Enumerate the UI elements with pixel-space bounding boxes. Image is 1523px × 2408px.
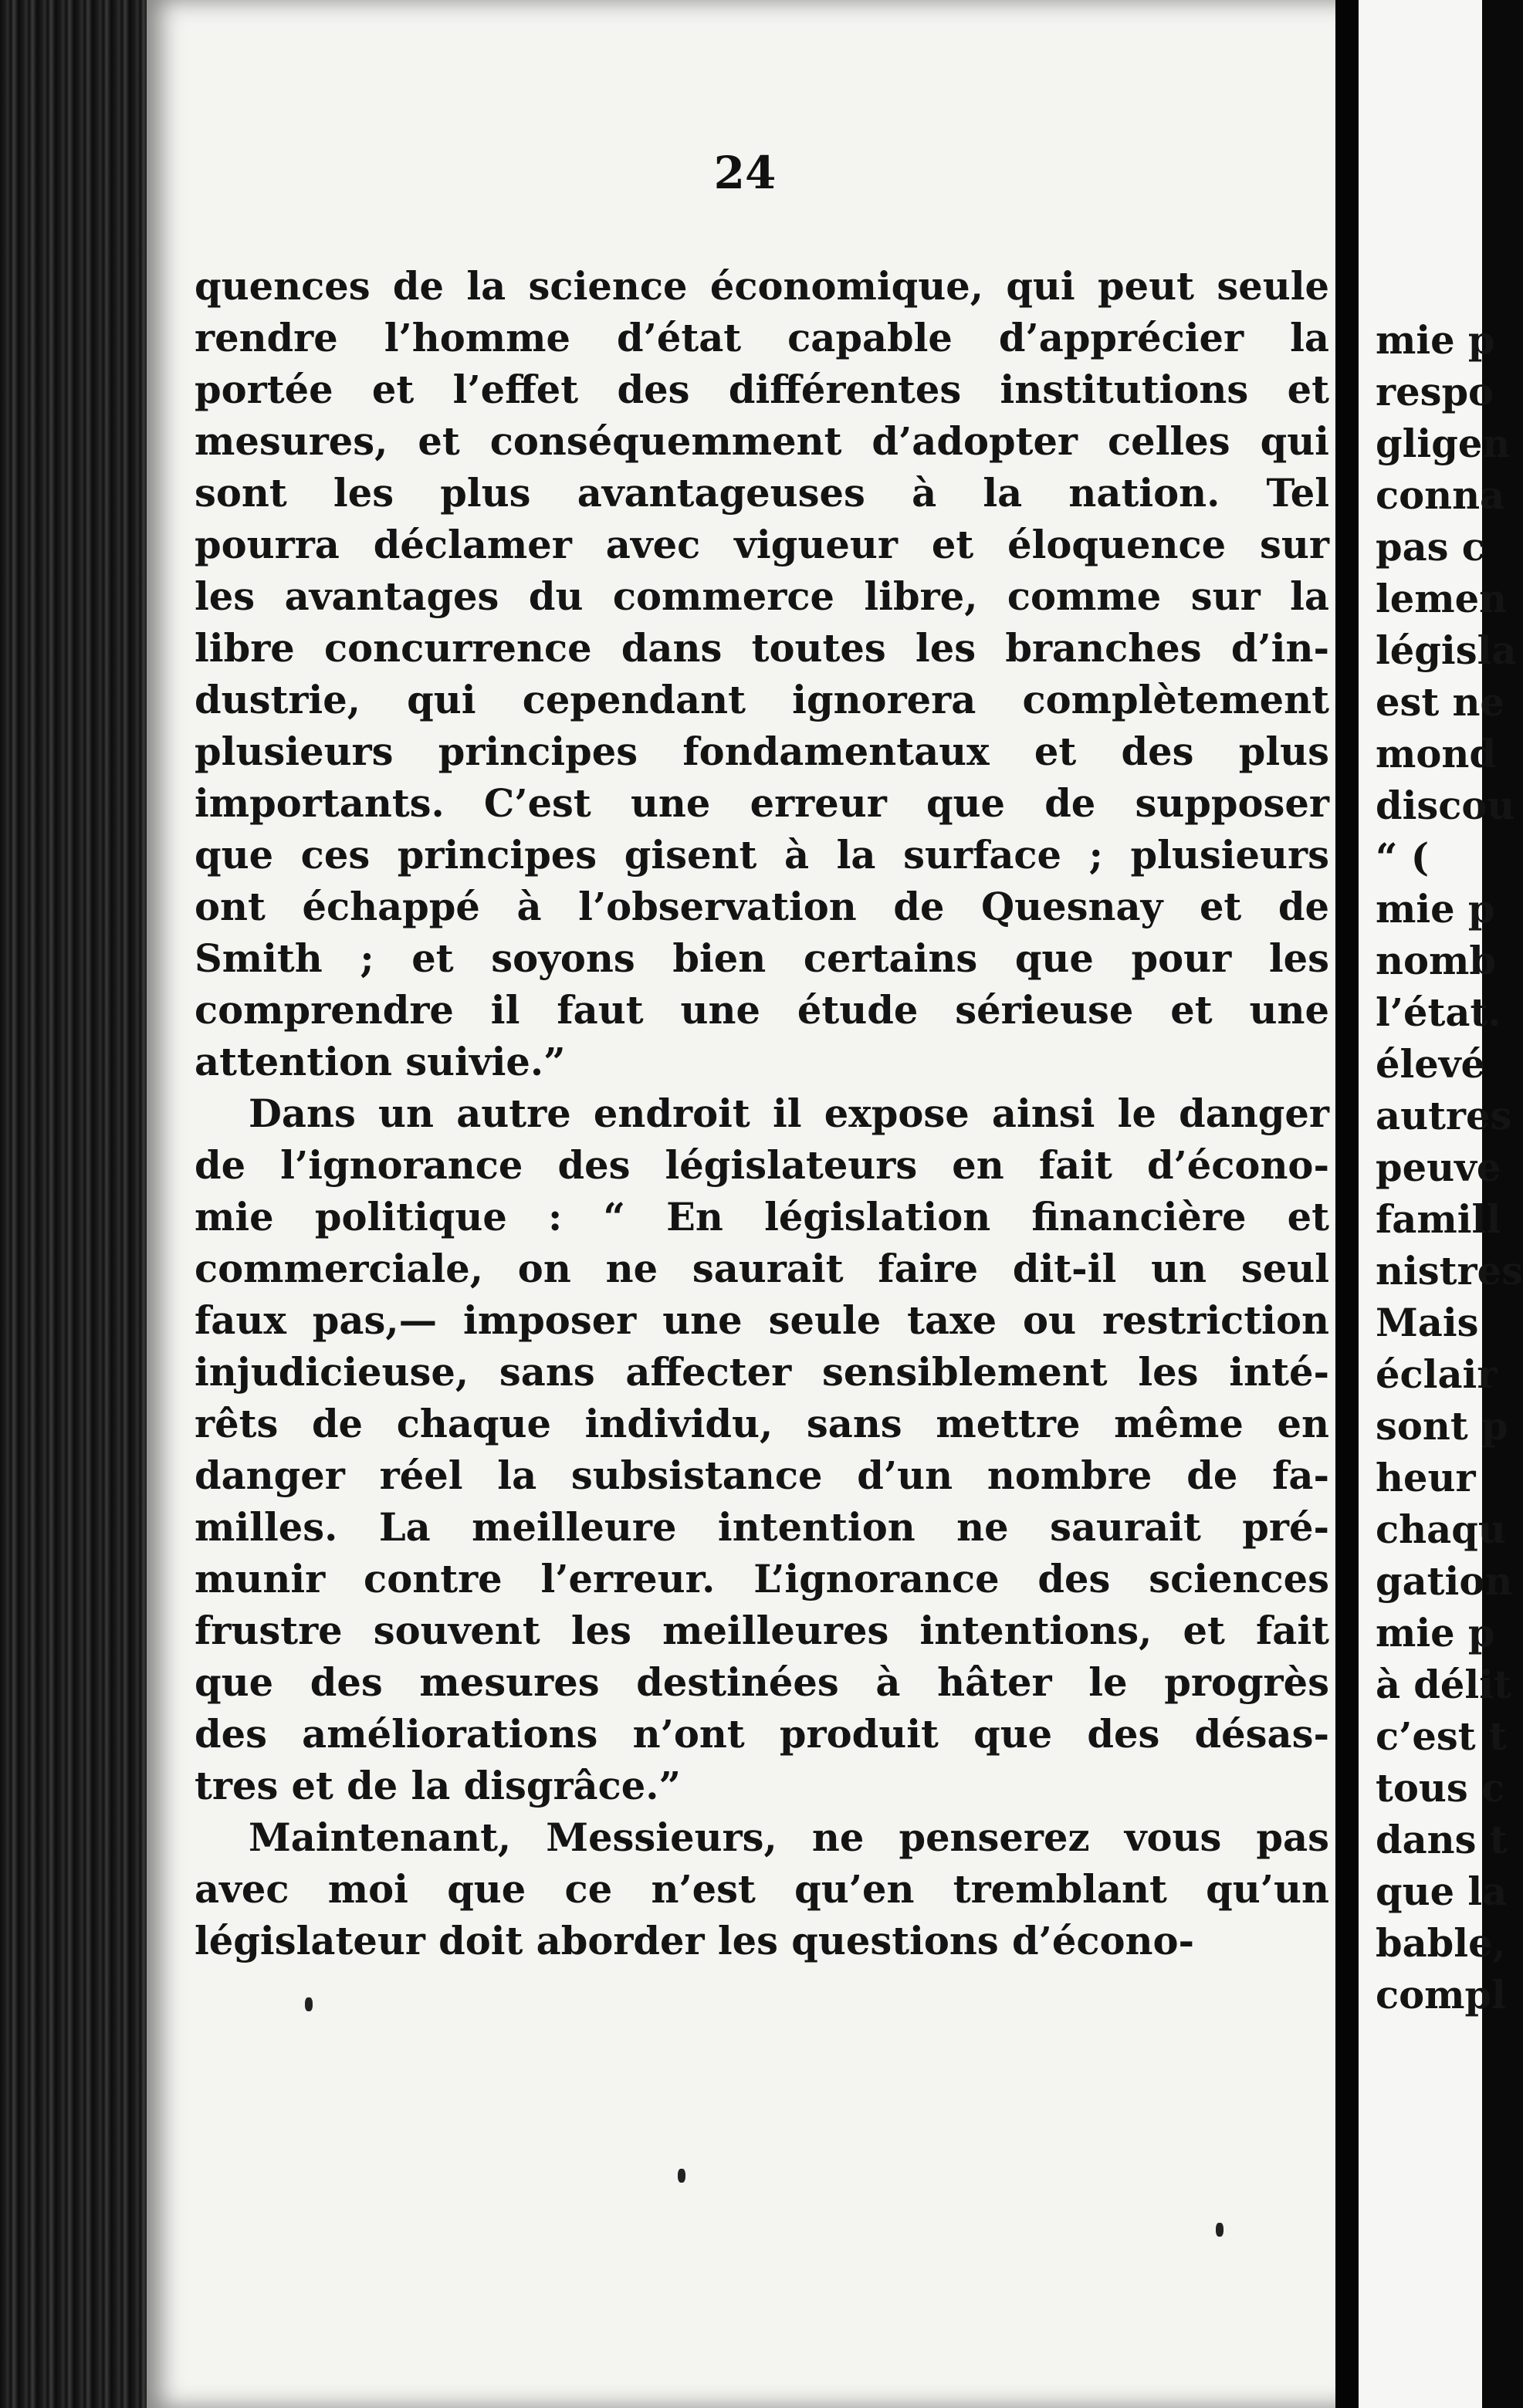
text-line: comprendre il faut une étude sérieuse et une — [195, 988, 1329, 1033]
text-line: Smith ; et soyons bien certains que pour les — [195, 936, 1329, 981]
fragment-line: discou — [1376, 783, 1515, 828]
fragment-line: mie p — [1376, 887, 1495, 932]
text-line: milles. La meilleure intention ne saurait pré- — [195, 1505, 1329, 1550]
text-line: injudicieuse, sans affecter sensiblement les inté- — [195, 1350, 1329, 1395]
fragment-line: respo — [1376, 370, 1494, 414]
fragment-line: heur — [1376, 1456, 1476, 1500]
fragment-line: élevé — [1376, 1042, 1486, 1087]
text-line: Dans un autre endroit il expose ainsi le danger — [249, 1091, 1329, 1136]
text-line: tres et de la disgrâce.” — [195, 1764, 681, 1808]
fragment-line: compl — [1376, 1973, 1506, 2017]
ink-speck — [305, 1997, 313, 2011]
fragment-line: bable, — [1376, 1921, 1506, 1966]
right-page-text-fragments — [1376, 315, 1523, 2021]
fragment-line: autres — [1376, 1094, 1512, 1138]
fragment-line: que la — [1376, 1869, 1508, 1914]
paragraph — [195, 1812, 1329, 1967]
fragment-line: famill — [1376, 1197, 1501, 1242]
text-line: mesures, et conséquemment d’adopter celles qui — [195, 419, 1329, 464]
fragment-line: Mais — [1376, 1300, 1479, 1345]
fragment-line: gligen — [1376, 421, 1511, 466]
ink-speck — [678, 2169, 685, 2183]
text-line: pourra déclamer avec vigueur et éloquence sur — [195, 523, 1329, 567]
text-line: de l’ignorance des législateurs en fait d’écono- — [195, 1143, 1329, 1188]
page-number: 24 — [713, 147, 777, 199]
book-binding-edge — [0, 0, 154, 2408]
text-line: danger réel la subsistance d’un nombre de fa- — [195, 1453, 1329, 1498]
text-line: faux pas,— imposer une seule taxe ou restriction — [195, 1298, 1329, 1343]
fragment-line: à délit — [1376, 1662, 1511, 1707]
fragment-line: tous c — [1376, 1766, 1505, 1811]
text-line: les avantages du commerce libre, comme sur la — [195, 574, 1329, 619]
text-line: que ces principes gisent à la surface ; plusieurs — [195, 833, 1329, 878]
fragment-line: “ ( — [1376, 835, 1430, 880]
fragment-line: l’état. — [1376, 990, 1501, 1035]
fragment-line: gation — [1376, 1559, 1513, 1604]
text-line: Maintenant, Messieurs, ne penserez vous pas — [249, 1815, 1329, 1860]
text-line: portée et l’effet des différentes institutions et — [195, 367, 1329, 412]
fragment-line: lemen — [1376, 577, 1508, 621]
fragment-line: conna — [1376, 473, 1505, 518]
fragment-line: mond — [1376, 732, 1496, 776]
text-line: attention suivie.” — [195, 1040, 566, 1084]
fragment-line: peuve — [1376, 1145, 1501, 1190]
text-line: frustre souvent les meilleures intentions, et fait — [195, 1608, 1329, 1653]
fragment-line: nomb — [1376, 939, 1496, 983]
fragment-line: dans t — [1376, 1818, 1508, 1862]
text-line: importants. C’est une erreur que de supposer — [195, 781, 1329, 826]
text-line: munir contre l’erreur. L’ignorance des sciences — [195, 1557, 1329, 1601]
paragraph — [195, 261, 1329, 1088]
text-line: commerciale, on ne saurait faire dit-il un seul — [195, 1246, 1329, 1291]
fragment-line: chaqu — [1376, 1507, 1506, 1552]
text-line: des améliorations n’ont produit que des désas- — [195, 1712, 1329, 1757]
fragment-line: mie p — [1376, 1611, 1495, 1656]
text-line: plusieurs principes fondamentaux et des plus — [195, 729, 1329, 774]
paragraph — [195, 1088, 1329, 1812]
fragment-line: législa — [1376, 628, 1517, 673]
fragment-line: sont p — [1376, 1404, 1508, 1449]
fragment-line: nistres — [1376, 1249, 1523, 1294]
fragment-line: c’est t — [1376, 1714, 1507, 1759]
text-line: rêts de chaque individu, sans mettre même en — [195, 1402, 1329, 1446]
ink-speck — [1216, 2223, 1223, 2237]
page-body-text — [195, 261, 1329, 2036]
fragment-line: pas c — [1376, 525, 1485, 570]
text-line: ont échappé à l’observation de Quesnay et de — [195, 884, 1329, 929]
text-line: dustrie, qui cependant ignorera complètement — [195, 678, 1329, 722]
page-gutter — [1335, 0, 1359, 2408]
text-line: que des mesures destinées à hâter le progrès — [195, 1660, 1329, 1705]
text-line: mie politique : “ En législation financière et — [195, 1195, 1329, 1240]
fragment-line: mie p — [1376, 318, 1495, 363]
text-line: législateur doit aborder les questions d’écono- — [195, 1919, 1195, 1963]
text-line: sont les plus avantageuses à la nation. Tel — [195, 471, 1329, 516]
text-line: libre concurrence dans toutes les branches d’in- — [195, 626, 1329, 671]
text-line: avec moi que ce n’est qu’en tremblant qu’un — [195, 1867, 1329, 1912]
fragment-line: éclair — [1376, 1352, 1498, 1397]
text-line: quences de la science économique, qui peut seule — [195, 264, 1329, 309]
text-line: rendre l’homme d’état capable d’apprécier la — [195, 316, 1329, 360]
fragment-line: est ne — [1376, 680, 1504, 725]
